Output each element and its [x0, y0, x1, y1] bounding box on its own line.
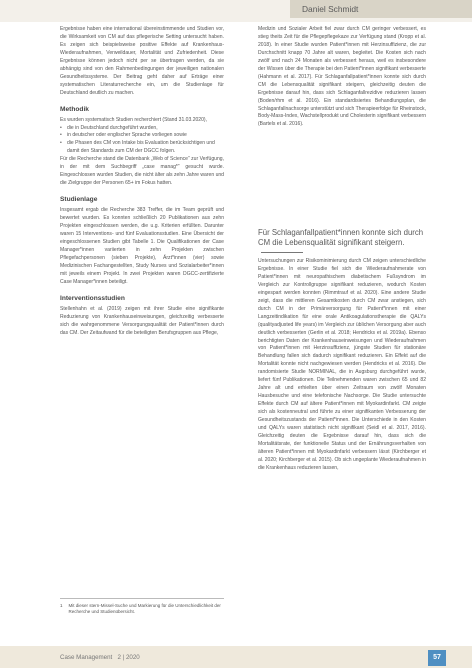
- page-number-badge: 57: [428, 650, 446, 666]
- intervention-paragraph: Stellenhahn et al. (2019) zeigen mit ihrer Studie eine signifikante Reduzierung von Krankenhauseinweisungen, gleichzeitig verbesserte sich die wahrgenommene Versorgungsqualität der Patient*innen durch das CM. Der Zeitaufwand für die beteiligten Berufsgruppen aus Pflege,: [60, 305, 224, 336]
- criteria-list: [60, 125, 224, 157]
- criteria-item: • die Phasen des CM von Intake bis Evaluation berücksichtigen und damit den Standards zum CM der DGCC folgen.: [60, 140, 224, 156]
- intro-paragraph: Ergebnisse haben eine international übereinstimmende und Studien vor, die Wirksamkeit von CM auf das pflegerische Setting untersucht haben. Es zeigen sich beispielsweise positive Effekte auf Krankenhaus-Wiederaufnahmen, Verweildauer, Mortalität und Zufriedenheit. Diese Ergebnisse können jedoch nicht per se übertragen werden, da sie abhängig sind von den Rahmenbedingungen der jeweiligen nationalen Gesundheitssysteme. Der Beitrag geht daher auf Erträge einer systematischen Literaturrecherche ein, um die Studienlage für Deutschland deutlich zu machen.: [60, 26, 224, 96]
- heading-methodik: Methodik: [60, 105, 89, 113]
- journal-issue: 2 | 2020: [117, 654, 140, 661]
- journal-name: Case Management: [60, 654, 113, 661]
- footnote-text: Mit dieser stern-Missel-Suche und Markierung für die Unterschiedlichkeit der Recherche und Studienübersicht.: [68, 603, 221, 615]
- left-column: [60, 26, 224, 338]
- footnote-number: 1: [60, 603, 63, 608]
- heading-interventionsstudien: Interventionsstudien: [60, 294, 125, 302]
- pull-quote-rule: [261, 252, 303, 253]
- right-column: [258, 26, 426, 129]
- methodik-paragraph: Es wurden systematisch Studien recherchiert (Stand 31.03.2020),: [60, 116, 207, 123]
- footnote-divider: [60, 598, 224, 599]
- criteria-item: • die in Deutschland durchgeführt wurden,: [60, 125, 224, 133]
- right-paragraph-2: Untersuchungen zur Risikominimierung durch CM zeigen unterschiedliche Ergebnisse. In einer Studie fiel sich die Wiederaufnahmerate von Patient*innen mit neuropathischem diabetischem Fußsyndrom im Vergleich zur Kontrollgruppe signifikant reduzieren, wodurch Kosten eingespart werden konnten (Rimmtrauf et al. 2020). Eine andere Studie zeigt, dass die mittleren Gesamtkosten durch CM zwar anstiegen, sich durch CM in der Primärversorgung für Patient*innen mit einer Langzeitindikation für eine orale Antikoagulationstherapie die QALYs (qualityadjusted life years) im Vergleich zur üblichen Versorgung aber auch deutlich verbesserten (Gerlin et al. 2018; Hendricks et al. 2019a). Ebenso berichtigten Daten der Krankenhauseinweisungen und Wiederaufnahmen von Patient*innen mit Herzinsuffizienz, jüngste Studien für stationäre Behandlung fallen sich dadurch signifikant reduzieren. Ein Effekt auf die Mortalität konnte nicht nachgewiesen werden (Hendricks et al. 2016). Die randomisierte Studie NORMINAL, die in Augsburg durchgeführt wurde, liefert fünf Publikationen. Die Teilnehmenden waren zwischen 65 und 82 Jahre alt und erhielten über einen Zeitraum von zwölf Monaten Hausbesuche und eine telefonische Nachsorge. Die Studie untersuchte Effekte durch CM auf ältere Patient*innen mit Myokardinfarkt. CM zeigte sich als kostenneutral und führte zu einer signifikanten Verbesserung der Gesundheitszustands der Patient*innen. Die Unterschiede in den Kosten und QALYs waren statistisch nicht signifikant (Seidl et al. 2017, 2016). Gleichzeitig deuten die Ergebnisse darauf hin, dass sich die Mortalitätsrate, der funktionelle Status und der Ernährungsverhalten von älteren Patient*innen mit Myokardinfarkt verbessern lässt (Kirchberger et al. 2020; Kirchberger et al. 2015). Ob sich ungeplante Wiederaufnahmen in die Krankenhaus reduzieren lassen,: [258, 258, 426, 471]
- right-paragraph-1: Medizin und Sozialer Arbeit fiel zwar durch CM geringer verbessert, es stieg theits Zeit für die Pflegepflegekaze zur Verfügung stand (Kropp et al. 2018). In einer Studie wurden Patient*innen mit Herzinsuffizienz, die zur Durchschnitt knapp 70 Jahre alt waren, begleitet. Die Kosten sich nach zwölf und nach 24 Monaten als verbessert heraus, weil es insbesondere der Wissen über die Therapie bei den Patient*innen signifikant verbesserte (Hahmann et al. 2017). Für Schlaganfallpatient*innen konnte sich durch CM die Lebensqualität signifikant steigern, gleichzeitig deuten die Ergebnisse darauf hin, dass sich Schlaganfallrezidive reduzieren lassen (Boden/rhm et al. 2016). Ein standardisiertes Behandlungsplan, die Schlaganfallnachsorge unterstützt und sich Therapieerfolge für Rheinstock, Body-Mass-Index, Wachstellprodukt und Cholesterin signifikant verbessern (Bartels et al. 2016).: [258, 26, 426, 128]
- pull-quote-text: Für Schlaganfallpatient*innen konnte sich durch CM die Lebensqualität signifikant steigern.: [258, 228, 424, 247]
- studienlage-paragraph: Insgesamt ergab die Recherche 383 Treffer, die im Team geprüft und bewertet wurden. Es konnten schließlich 20 Publikationen aus zehn Projekten eingeschlossen werden, die u.g. Kriterien erfüllten. Darunter waren 15 Interventions- und fünf Evaluationsstudien. Eine Übersicht der eingeschlossenen Studien gibt Tabelle 1. Die Qualifikationen der Case Manager*innen variierten in zehn Projekten zwischen Pflegefachpersonen (sieben Projekte), Ärzt*innen (vier) sowie Medizinischen Fachangestellten, Study Nurses und Sozialarbeiter*innen mit jeweils einem Projekt. In zwei Projekten waren DGCC-zertifizierte Case Manager*innen beteiligt.: [60, 207, 224, 285]
- heading-studienlage: Studienlage: [60, 196, 98, 204]
- right-column-lower: [258, 258, 426, 473]
- footer-citation: [60, 654, 140, 661]
- header-author: Daniel Schmidt: [302, 4, 359, 14]
- pull-quote: [258, 228, 426, 258]
- footnote: [60, 603, 224, 616]
- criteria-item: • in deutscher oder englischer Sprache vorliegen sowie: [60, 132, 224, 140]
- methodik-paragraph-2: Für die Recherche stand die Datenbank „Web of Science“ zur Verfügung, in der mit dem Suchbegriff „case manag*“ gesucht wurde. Eingeschlossen wurden Studien, die nicht älter als zehn Jahre waren und die Zielgruppe der Personen 65+ im Fokus hatten.: [60, 156, 224, 187]
